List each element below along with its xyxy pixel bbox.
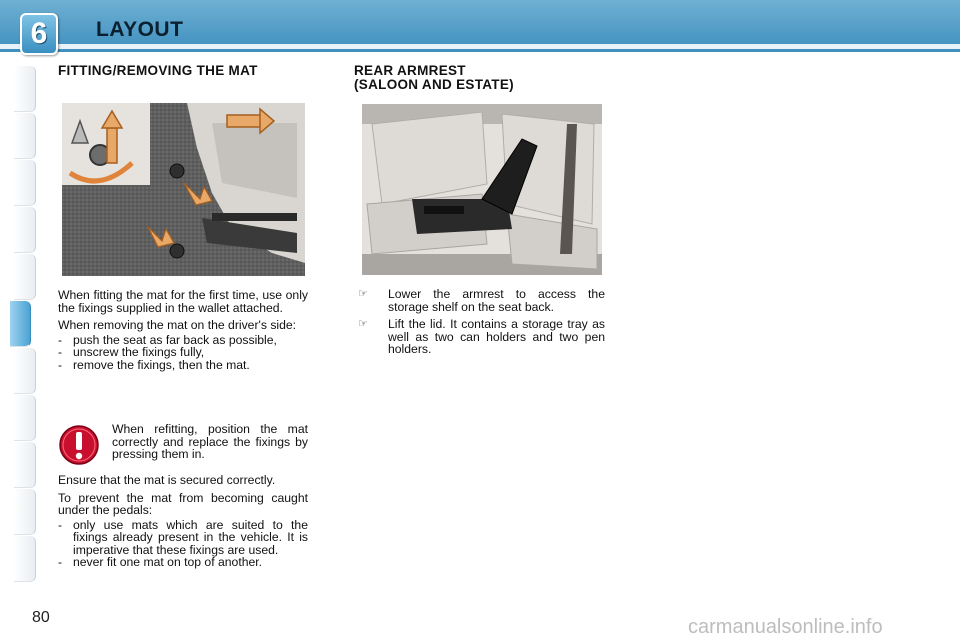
chapter-tab[interactable] [14,254,36,300]
list-item: - push the seat as far back as possible, [58,332,277,347]
chapter-tab[interactable] [14,536,36,582]
chapter-tab[interactable] [14,113,36,159]
header-divider [0,44,960,49]
mat-section-heading: FITTING/REMOVING THE MAT [58,63,258,78]
mat-fixings-photo [62,103,305,276]
list-item: ☞ Lift the lid. It contains a storage tray as well as two can holders and two pen holders. [358,317,605,356]
chapter-tab[interactable] [14,160,36,206]
page-number: 80 [32,609,50,626]
chapter-title: LAYOUT [96,18,184,41]
hand-pointer-icon: ☞ [358,318,368,330]
mat-para-pedals: To prevent the mat from becoming caught under the pedals: [58,490,308,517]
warning-text: When refitting, position the mat correctly and replace the fixings by pressing them in. [112,422,308,461]
mat-instructions [58,289,308,371]
chapter-tab[interactable] [14,207,36,253]
mat-para-secured: Ensure that the mat is secured correctly. [58,473,276,487]
list-item: ☞ Lower the armrest to access the storage shelf on the seat back. [358,287,605,314]
list-item: - never fit one mat on top of another. [58,555,263,569]
armrest-instructions [358,288,605,361]
list-item: - only use mats which are suited to the fixings already present in the vehicle. It is imperative that these fixings are used. [58,517,308,557]
warning-icon [58,424,100,466]
mat-para-first-fitting: When fitting the mat for the first time, use only the fixings supplied in the wallet attached. [58,288,308,315]
watermark: carmanualsonline.info [688,616,883,638]
mat-safety [58,474,308,569]
list-item: - remove the fixings, then the mat. [58,357,250,372]
chapter-tab[interactable] [14,348,36,394]
chapter-tab[interactable] [14,489,36,535]
chapter-tab[interactable] [14,66,36,112]
chapter-tabs [14,66,36,576]
chapter-tab[interactable] [14,442,36,488]
chapter-number-badge: 6 [20,13,58,55]
mat-para-removing: When removing the mat on the driver's side: [58,318,297,332]
chapter-tab[interactable] [14,395,36,441]
hand-pointer-icon: ☞ [358,288,368,300]
chapter-tab-active[interactable] [10,301,31,347]
armrest-section-heading: REAR ARMREST (SALOON AND ESTATE) [354,63,514,92]
rear-armrest-photo [362,104,602,275]
list-item: - unscrew the fixings fully, [58,345,205,359]
